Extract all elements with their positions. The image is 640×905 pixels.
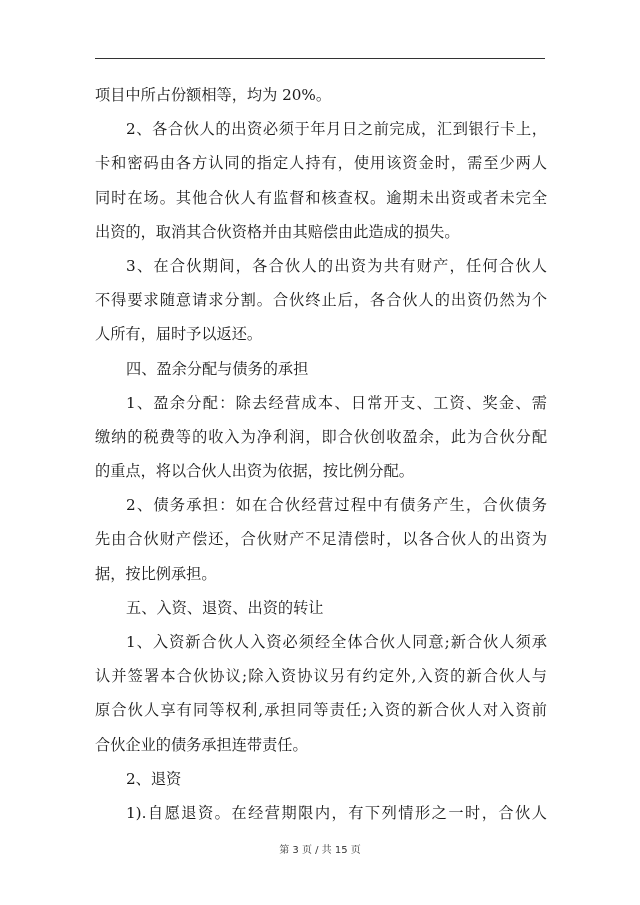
text-line: 1、盈余分配：除去经营成本、日常开支、工资、奖金、需 xyxy=(126,393,547,412)
text-line: 五、入资、退资、出资的转让 xyxy=(126,598,324,617)
text-line: 据，按比例承担。 xyxy=(95,564,217,583)
text-line: 认并签署本合伙协议;除入资协议另有约定外,入资的新合伙人与 xyxy=(95,667,547,686)
text-line: 卡和密码由各方认同的指定人持有，使用该资金时，需至少两人 xyxy=(95,154,547,173)
text-line: 不得要求随意请求分割。合伙终止后，各合伙人的出资仍然为个 xyxy=(95,291,547,310)
text-line: 出资的，取消其合伙资格并由其赔偿由此造成的损失。 xyxy=(95,222,460,241)
document-body xyxy=(95,78,547,830)
text-line: 原合伙人享有同等权利,承担同等责任;入资的新合伙人对入资前 xyxy=(95,701,547,720)
text-line: 同时在场。其他合伙人有监督和核查权。逾期未出资或者未完全 xyxy=(95,188,547,207)
text-line: 四、盈余分配与债务的承担 xyxy=(126,359,309,378)
text-line: 1、入资新合伙人入资必须经全体合伙人同意;新合伙人须承 xyxy=(126,633,547,651)
text-line: 的重点，将以合伙人出资为依据，按比例分配。 xyxy=(95,462,414,481)
page-footer: 第 3 页 / 共 15 页 xyxy=(279,845,361,856)
text-line: 2、退资 xyxy=(126,769,182,788)
text-line: 2、各合伙人的出资必须于年月日之前完成，汇到银行卡上， xyxy=(126,120,547,139)
text-line: 先由合伙财产偿还，合伙财产不足清偿时，以各合伙人的出资为 xyxy=(95,530,547,549)
text-line: 人所有，届时予以返还。 xyxy=(95,325,263,344)
text-line: 缴纳的税费等的收入为净利润，即合伙创收盈余，此为合伙分配 xyxy=(95,427,547,446)
text-line: 合伙企业的债务承担连带责任。 xyxy=(95,735,308,754)
text-line: 2、债务承担：如在合伙经营过程中有债务产生，合伙债务 xyxy=(126,496,547,515)
header-rule xyxy=(95,58,545,59)
text-line: 项目中所占份额相等，均为 20%。 xyxy=(95,86,332,104)
text-line: 1).自愿退资。在经营期限内，有下列情形之一时，合伙人 xyxy=(126,803,547,822)
text-line: 3、在合伙期间，各合伙人的出资为共有财产，任何合伙人 xyxy=(126,256,547,275)
